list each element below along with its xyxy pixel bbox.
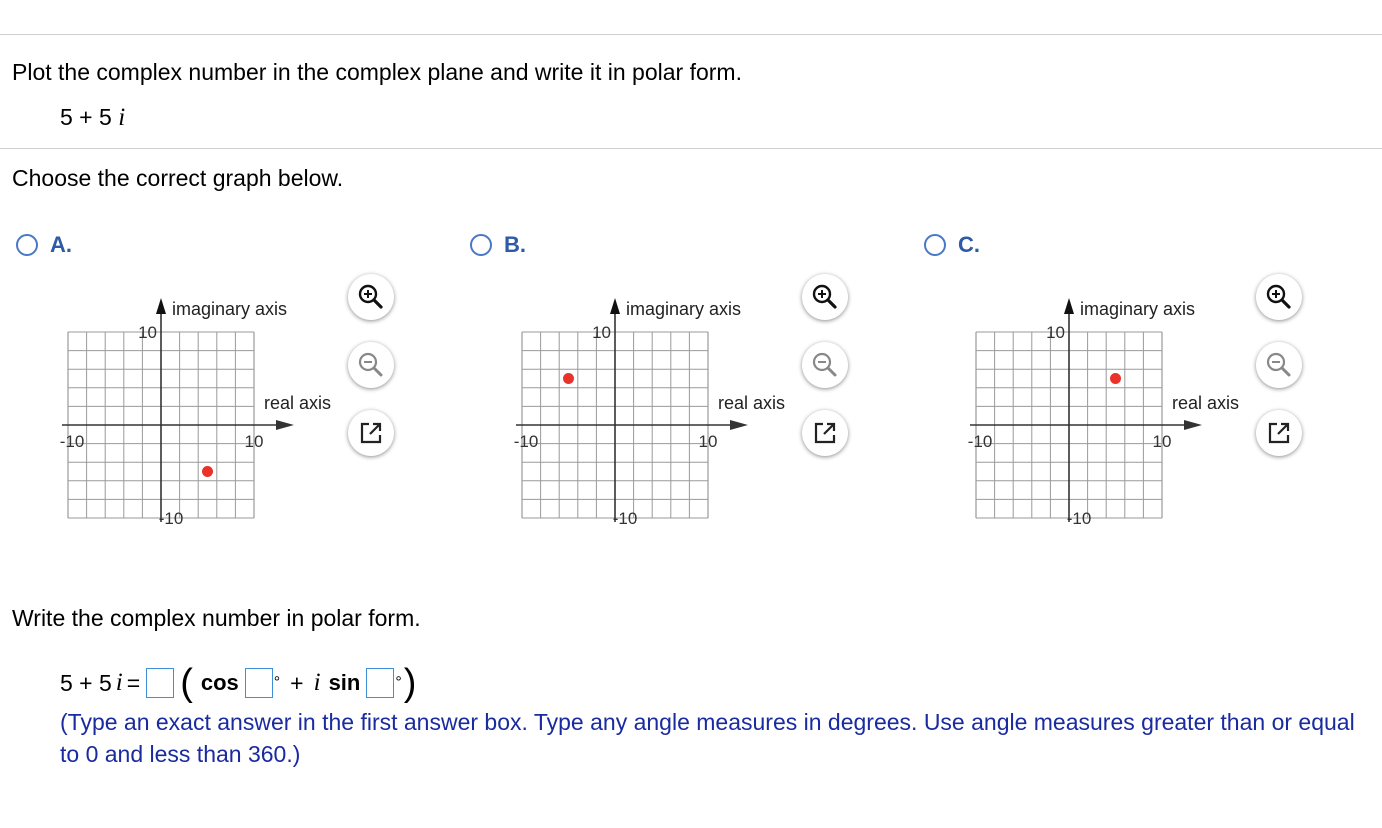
angle1-input[interactable] xyxy=(245,668,273,698)
left-paren: ( xyxy=(180,662,193,704)
polar-prompt: Write the complex number in polar form. xyxy=(12,605,421,631)
graph-c-plot xyxy=(954,294,1254,554)
cos-label: cos xyxy=(200,670,239,695)
tick-label-x-min: -10 xyxy=(59,432,85,451)
expand-icon xyxy=(1266,420,1292,446)
expand-icon xyxy=(812,420,838,446)
polar-equals: = xyxy=(126,669,141,696)
angle2-input[interactable] xyxy=(366,668,394,698)
option-a[interactable] xyxy=(16,230,72,260)
option-c-label: C. xyxy=(958,232,980,257)
radio-c[interactable] xyxy=(924,234,946,256)
question-expression xyxy=(60,103,125,132)
zoom-out-icon xyxy=(357,351,385,379)
zoom-out-icon xyxy=(811,351,839,379)
imaginary-axis-arrow xyxy=(610,298,620,314)
degree-symbol: ° xyxy=(395,674,402,691)
option-a-label: A. xyxy=(50,232,72,257)
real-axis-label: real axis xyxy=(718,393,786,413)
tick-label-x-max: 10 xyxy=(698,432,718,451)
choose-prompt: Choose the correct graph below. xyxy=(12,165,344,191)
tick-label-x-max: 10 xyxy=(1152,432,1172,451)
polar-lhs: 5 + 5 xyxy=(60,669,112,696)
imaginary-axis-arrow xyxy=(1064,298,1074,314)
question-prompt: Plot the complex number in the complex plane and write it in polar form. xyxy=(12,59,742,85)
zoom-in-icon xyxy=(811,283,839,311)
tick-label-y-min: -10 xyxy=(158,509,184,528)
degree-symbol: ° xyxy=(273,674,281,691)
option-b-label: B. xyxy=(504,232,526,257)
imaginary-axis-label: imaginary axis xyxy=(626,299,742,319)
tick-label-x-max: 10 xyxy=(244,432,264,451)
sin-label: sin xyxy=(328,670,361,695)
top-divider xyxy=(0,34,1382,35)
data-point xyxy=(563,373,574,384)
polar-answer-row xyxy=(60,664,416,702)
expand-icon xyxy=(358,420,384,446)
imaginary-axis-label: imaginary axis xyxy=(172,299,288,319)
right-paren: ) xyxy=(403,662,417,704)
zoom-in-button-b[interactable] xyxy=(802,274,848,320)
imaginary-axis-label: imaginary axis xyxy=(1080,299,1196,319)
zoom-out-icon xyxy=(1265,351,1293,379)
zoom-in-button-a[interactable] xyxy=(348,274,394,320)
tick-label-y-max: 10 xyxy=(138,323,157,342)
tick-label-y-min: -10 xyxy=(1066,509,1092,528)
real-axis-arrow xyxy=(730,420,748,430)
zoom-in-button-c[interactable] xyxy=(1256,274,1302,320)
option-c[interactable] xyxy=(924,230,980,260)
plus-sign: + xyxy=(290,669,304,696)
graph-a-plot xyxy=(46,294,346,554)
zoom-in-icon xyxy=(1265,283,1293,311)
question-divider xyxy=(0,148,1382,149)
radio-a[interactable] xyxy=(16,234,38,256)
graph-b xyxy=(500,294,800,554)
sin-unit: i xyxy=(313,669,321,696)
graph-b-plot xyxy=(500,294,800,554)
expression-unit: i xyxy=(118,104,126,131)
zoom-out-button-a[interactable] xyxy=(348,342,394,388)
tick-label-x-min: -10 xyxy=(967,432,993,451)
tick-label-x-min: -10 xyxy=(513,432,539,451)
graph-a xyxy=(46,294,346,554)
zoom-out-button-b[interactable] xyxy=(802,342,848,388)
real-axis-arrow xyxy=(1184,420,1202,430)
real-axis-arrow xyxy=(276,420,294,430)
graph-c xyxy=(954,294,1254,554)
modulus-input[interactable] xyxy=(146,668,174,698)
zoom-in-icon xyxy=(357,283,385,311)
polar-lhs-unit: i xyxy=(115,669,123,696)
tick-label-y-max: 10 xyxy=(1046,323,1065,342)
tick-label-y-min: -10 xyxy=(612,509,638,528)
expand-button-a[interactable] xyxy=(348,410,394,456)
expression-text: 5 + 5 xyxy=(60,104,112,130)
radio-b[interactable] xyxy=(470,234,492,256)
expand-button-b[interactable] xyxy=(802,410,848,456)
option-b[interactable] xyxy=(470,230,526,260)
real-axis-label: real axis xyxy=(264,393,332,413)
answer-hint: (Type an exact answer in the first answer box. Type any angle measures in degrees. Use angle measures greater than or equal to 0 and less than 360.) xyxy=(60,709,1355,767)
gear-icon[interactable] xyxy=(1346,0,1382,6)
data-point xyxy=(1110,373,1121,384)
real-axis-label: real axis xyxy=(1172,393,1240,413)
zoom-out-button-c[interactable] xyxy=(1256,342,1302,388)
imaginary-axis-arrow xyxy=(156,298,166,314)
expand-button-c[interactable] xyxy=(1256,410,1302,456)
tick-label-y-max: 10 xyxy=(592,323,611,342)
data-point xyxy=(202,466,213,477)
